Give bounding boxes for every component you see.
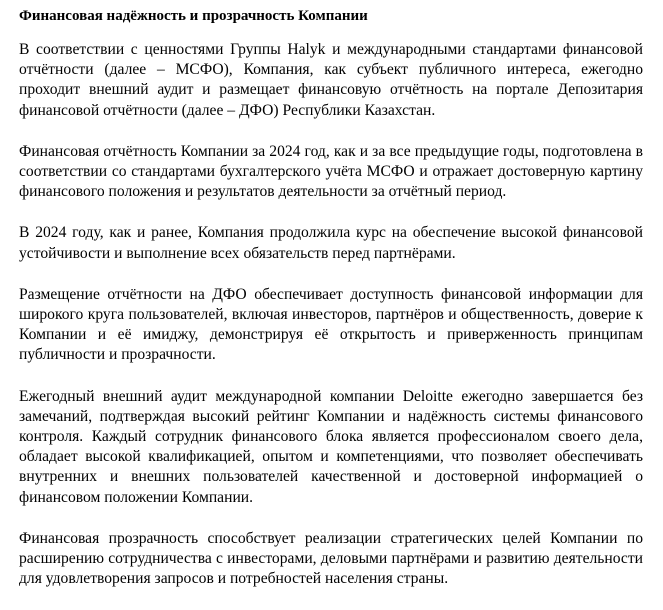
paragraph-dfo-publication: Размещение отчётности на ДФО обеспечивает доступность финансовой информации для широкого круга пользователей, включая инвесторов, партнёров и общественность, доверие к Компании и её имиджу, демонстрируя её открытость и приверженность принципам публичности и прозрачности. — [19, 285, 643, 364]
paragraph-transparency-goals: Финансовая прозрачность способствует реализации стратегических целей Компании по расширению сотрудничества с инвесторами, деловыми партнёрами и развитию деятельности для удовлетворения запросов и потребностей населения страны. — [19, 529, 643, 588]
paragraph-deloitte-audit: Ежегодный внешний аудит международной компании Deloitte ежегодно завершается без замечаний, подтверждая высокий рейтинг Компании и надёжность системы финансового контроля. Каждый сотрудник финансового блока является профессионалом своего дела, обладает высокой квалификацией, опытом и компетенциями, что позволяет обеспечивать внутренних и внешних пользователей качественной и достоверной информацией о финансовом положении Компании. — [19, 387, 643, 506]
paragraph-financial-statements-2024: Финансовая отчётность Компании за 2024 год, как и за все предыдущие годы, подготовлена в соответствии со стандартами бухгалтерского учёта МСФО и отражает достоверную картину финансового положения и результатов деятельности за отчётный период. — [19, 142, 643, 201]
paragraph-financial-stability: В 2024 году, как и ранее, Компания продолжила курс на обеспечение высокой финансовой устойчивости и выполнение всех обязательств перед партнёрами. — [19, 224, 643, 262]
document-body — [19, 6, 643, 610]
document-title: Финансовая надёжность и прозрачность Компании — [19, 8, 368, 24]
paragraph-msfo-audit: В соответствии с ценностями Группы Halyk и международными стандартами финансовой отчётности (далее – МСФО), Компания, как субъект публичного интереса, ежегодно проходит внешний аудит и размещает финансовую отчётность на портале Депозитария финансовой отчётности (далее – ДФО) Республики Казахстан. — [19, 41, 643, 119]
